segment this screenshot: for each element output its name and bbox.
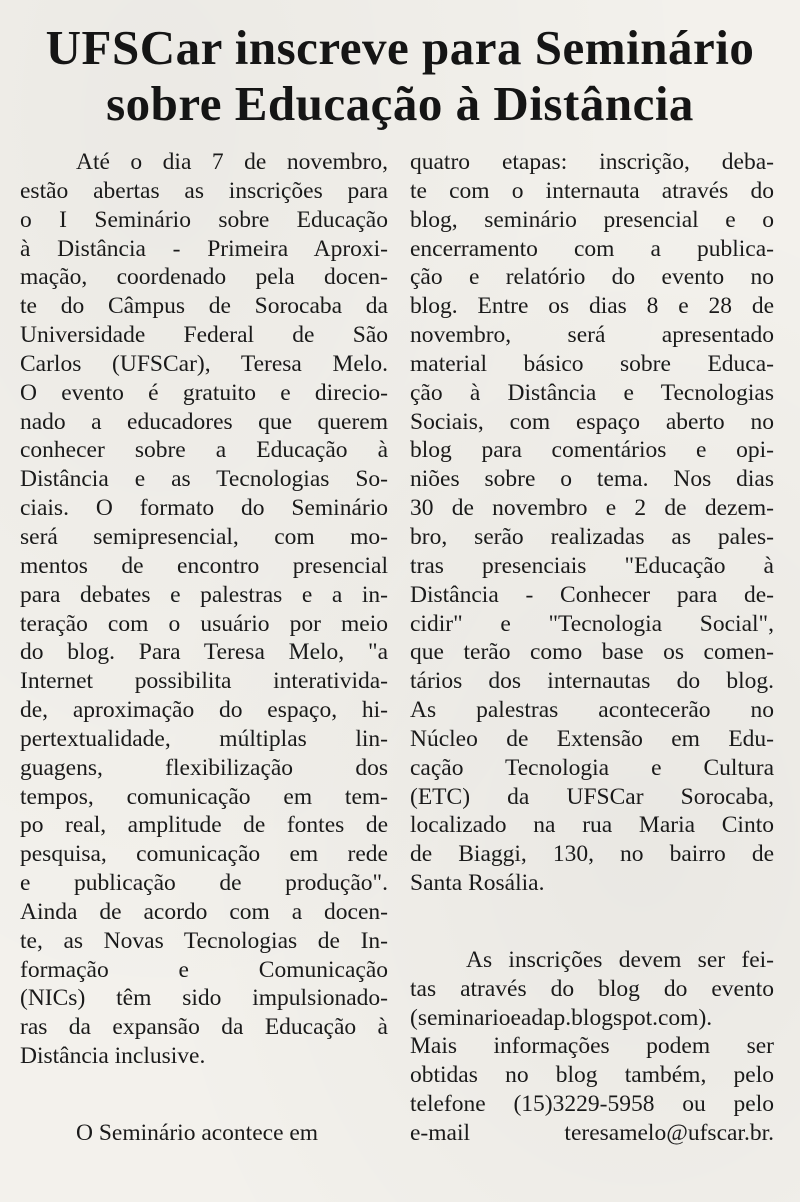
text-line: de, aproximação do espaço, hi-	[20, 697, 388, 724]
text-line: tas através do blog do evento	[410, 975, 774, 1002]
text-line: Sociais, com espaço aberto no	[410, 408, 774, 435]
text-line: Ainda de acordo com a docen-	[20, 898, 388, 925]
text-line: mação, coordenado pela docen-	[20, 264, 388, 291]
text-line: bro, serão realizadas as pales-	[410, 523, 774, 550]
text-line: Carlos (UFSCar), Teresa Melo.	[20, 350, 388, 377]
text-line: tários dos internautas do blog.	[410, 668, 774, 695]
text-line: blog, seminário presencial e o	[410, 206, 774, 233]
right-paragraph-1	[410, 148, 774, 898]
text-line: Santa Rosália.	[410, 870, 545, 897]
headline-line: UFSCar inscreve para Seminário	[45, 20, 755, 75]
text-line: quatro etapas: inscrição, deba-	[410, 149, 774, 175]
left-paragraph-2	[20, 1119, 388, 1148]
text-line: O Seminário acontece em	[76, 1120, 319, 1146]
text-line: (NICs) têm sido impulsionado-	[20, 985, 388, 1012]
text-line: ção à Distância e Tecnologias	[410, 379, 774, 406]
text-line: Internet possibilita interativida-	[20, 668, 388, 695]
text-line: ras da expansão da Educação à	[20, 1014, 388, 1041]
text-line: blog para comentários e opi-	[410, 437, 774, 464]
text-line: para debates e palestras e a in-	[20, 581, 388, 608]
text-line: Mais informações podem ser	[410, 1033, 774, 1060]
text-line: à Distância - Primeira Aproxi-	[20, 235, 388, 262]
text-line: será semipresencial, com mo-	[20, 523, 388, 550]
text-line: As inscrições devem ser fei-	[466, 946, 774, 973]
text-line: mentos de encontro presencial	[20, 552, 388, 579]
text-line: nado a educadores que querem	[20, 408, 388, 435]
text-line: obtidas no blog também, pelo	[410, 1062, 774, 1089]
text-line: localizado na rua Maria Cinto	[410, 812, 774, 839]
left-paragraph-1	[20, 148, 388, 1071]
text-line: novembro, será apresentado	[410, 322, 774, 349]
text-line: As palestras acontecerão no	[410, 697, 774, 724]
text-line: material básico sobre Educa-	[410, 350, 774, 377]
text-line: guagens, flexibilização dos	[20, 754, 388, 781]
text-line: cação Tecnologia e Cultura	[410, 754, 774, 781]
right-paragraph-2	[410, 946, 774, 1148]
text-line: do blog. Para Teresa Melo, "a	[20, 639, 388, 666]
text-line: te com o internauta através do	[410, 177, 774, 204]
text-line: (ETC) da UFSCar Sorocaba,	[410, 783, 774, 810]
text-line: te do Câmpus de Sorocaba da	[20, 293, 388, 320]
text-line: (seminarioeadap.blogspot.com).	[410, 1004, 713, 1031]
text-line: telefone (15)3229-5958 ou pelo	[410, 1091, 774, 1118]
text-line: e publicação de produção".	[20, 870, 388, 897]
headline-line: sobre Educação à Distância	[106, 76, 694, 131]
text-line: tempos, comunicação em tem-	[20, 783, 388, 810]
text-line: Até o dia 7 de novembro,	[76, 149, 388, 175]
headline	[20, 20, 780, 132]
text-line: encerramento com a publica-	[410, 235, 774, 262]
text-line: de Biaggi, 130, no bairro de	[410, 841, 774, 868]
text-line: Distância e as Tecnologias So-	[20, 466, 388, 493]
text-line: ciais. O formato do Seminário	[20, 495, 388, 522]
text-line: 30 de novembro e 2 de dezem-	[410, 495, 774, 522]
text-line: po real, amplitude de fontes de	[20, 812, 388, 839]
text-line: niões sobre o tema. Nos dias	[410, 466, 774, 493]
text-line: blog. Entre os dias 8 e 28 de	[410, 293, 774, 320]
text-line: Universidade Federal de São	[20, 322, 388, 349]
text-line: pesquisa, comunicação em rede	[20, 841, 388, 868]
text-line: ção e relatório do evento no	[410, 264, 774, 291]
text-line: formação e Comunicação	[20, 956, 388, 983]
text-line: conhecer sobre a Educação à	[20, 437, 388, 464]
text-line: o I Seminário sobre Educação	[20, 206, 388, 233]
right-column	[410, 148, 774, 1148]
text-line: te, as Novas Tecnologias de In-	[20, 927, 388, 954]
text-line: Núcleo de Extensão em Edu-	[410, 725, 774, 752]
text-line: pertextualidade, múltiplas lin-	[20, 725, 388, 752]
text-line: que terão como base os comen-	[410, 639, 774, 666]
text-line: cidir" e "Tecnologia Social",	[410, 610, 774, 637]
text-line: O evento é gratuito e direcio-	[20, 379, 388, 406]
text-line: estão abertas as inscrições para	[20, 177, 388, 204]
text-line: teração com o usuário por meio	[20, 610, 388, 637]
left-column	[20, 148, 388, 1148]
text-line: Distância inclusive.	[20, 1043, 206, 1070]
text-line: Distância - Conhecer para de-	[410, 581, 774, 608]
text-line: tras presenciais "Educação à	[410, 552, 774, 579]
text-line: e-mail teresamelo@ufscar.br.	[410, 1120, 774, 1146]
